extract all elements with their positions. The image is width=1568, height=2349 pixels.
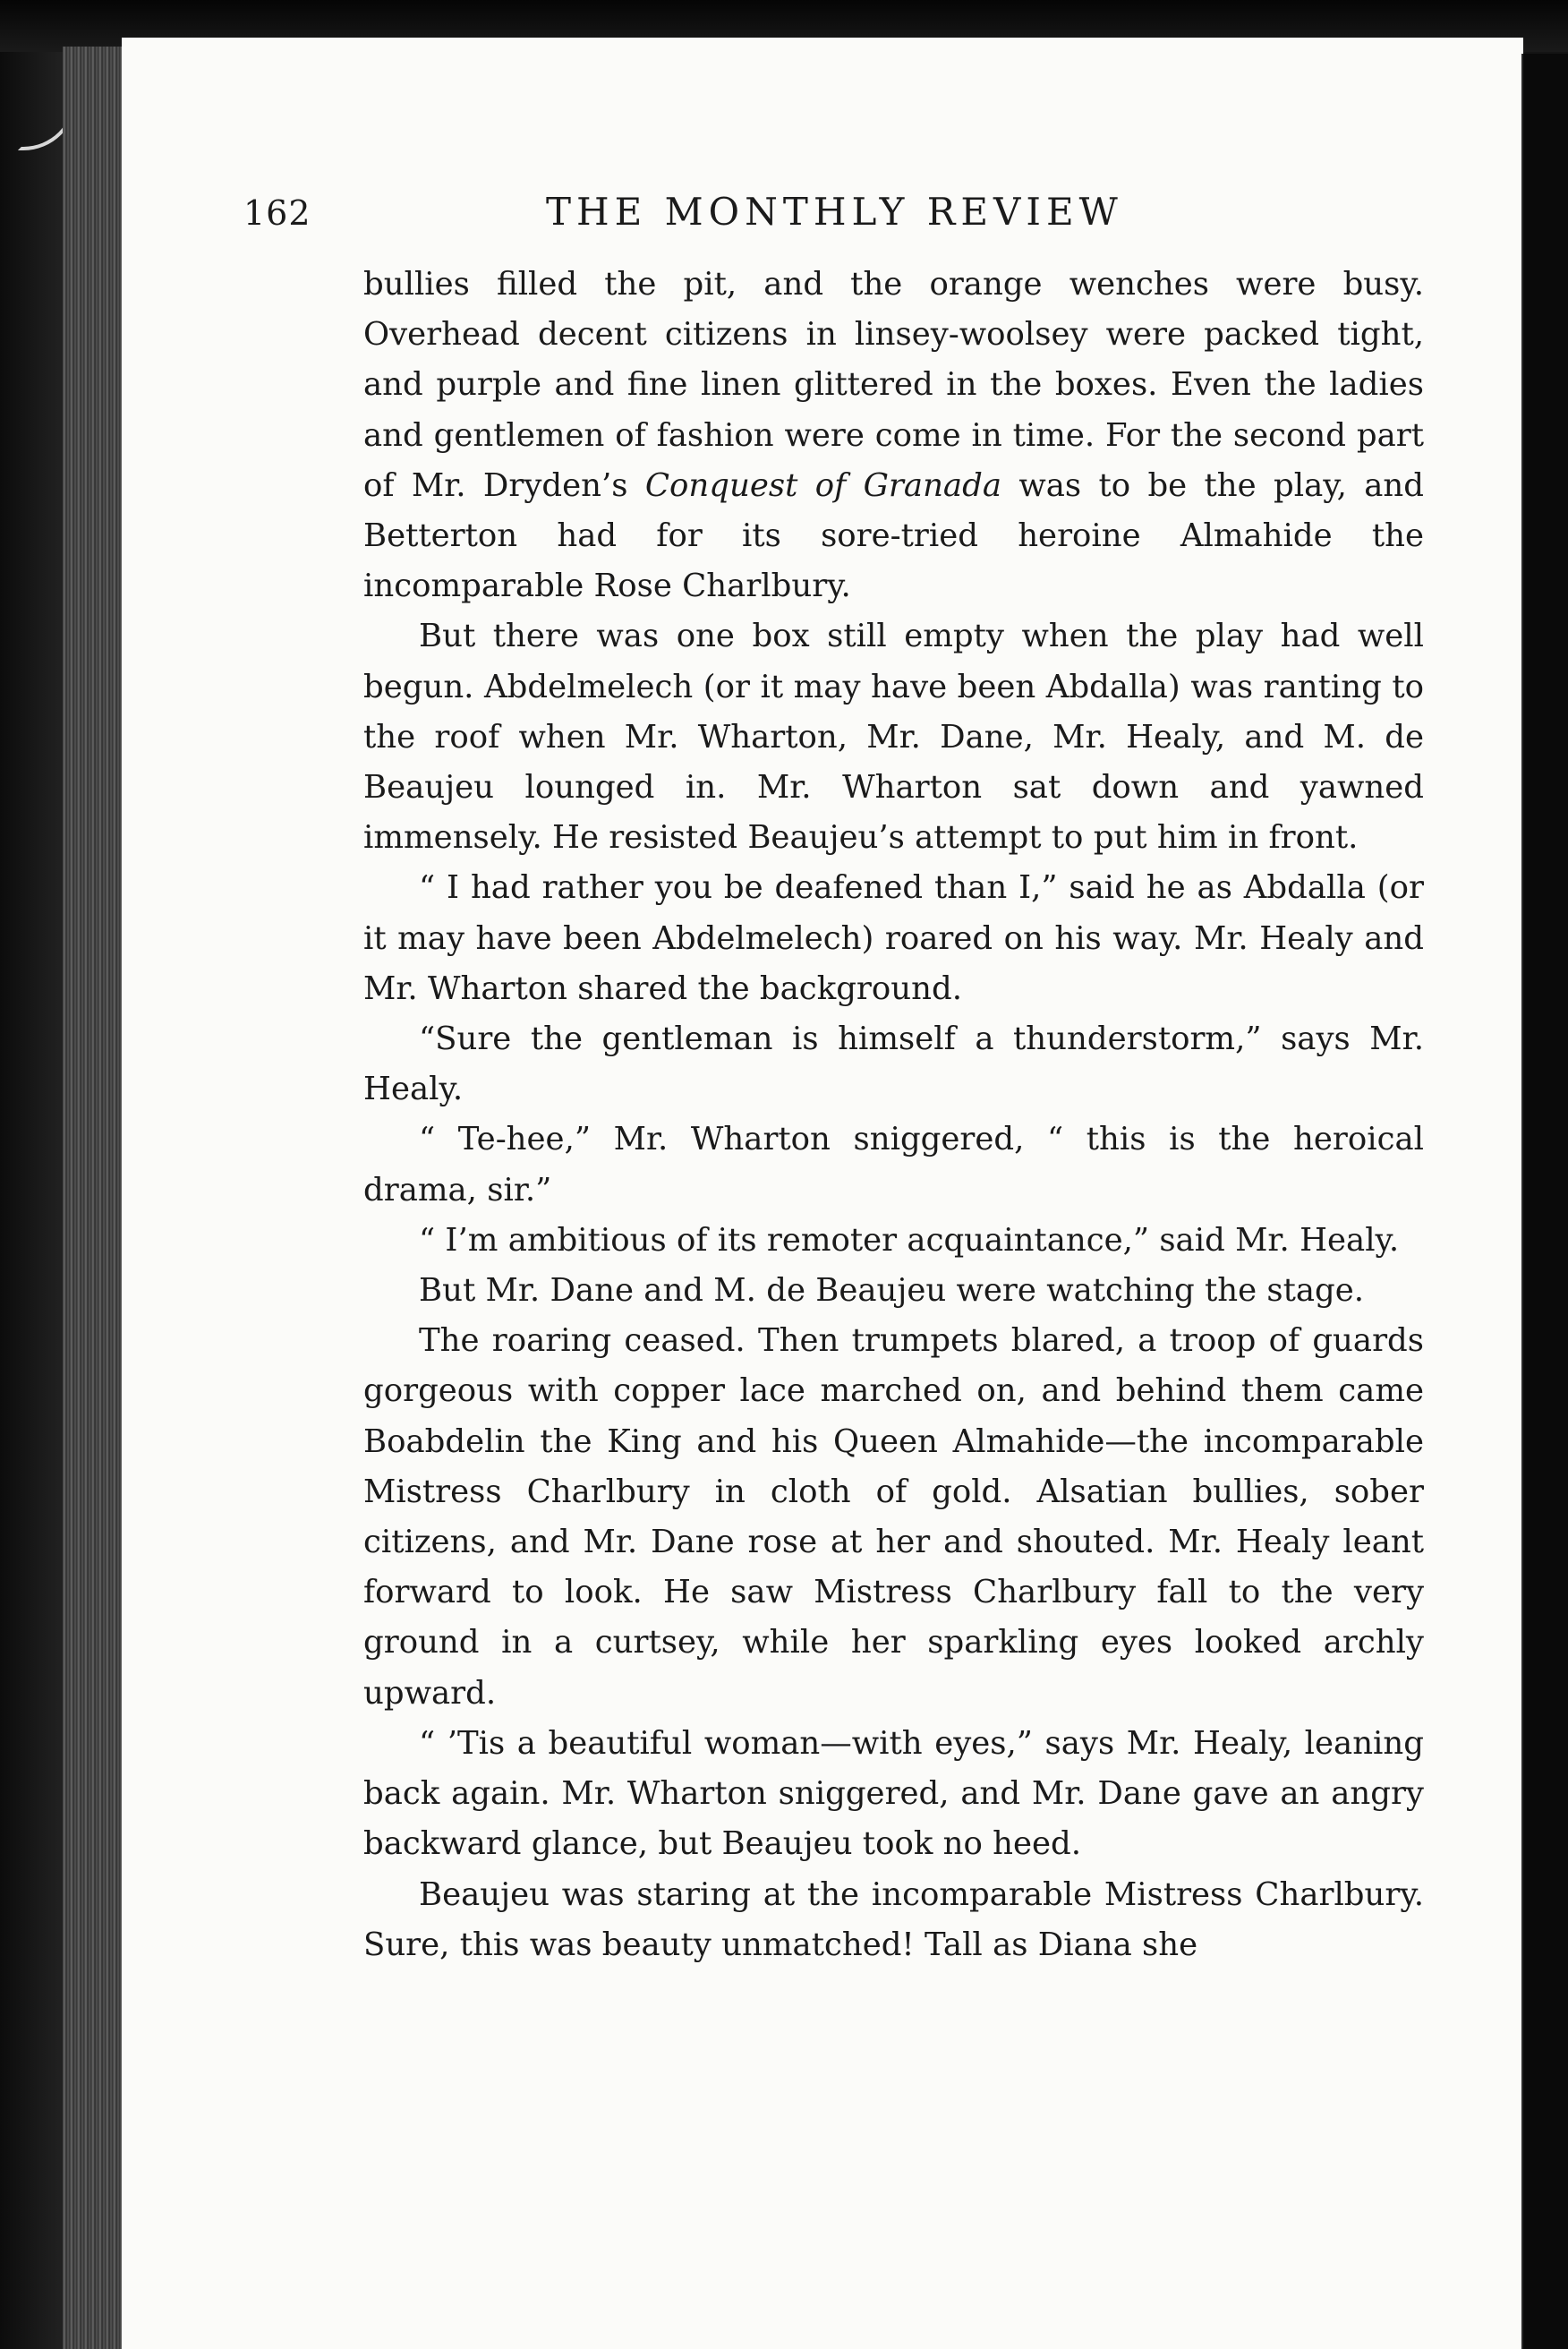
running-head: THE MONTHLY REVIEW [546,190,1123,234]
paragraph: “ I had rather you be deafened than I,” said he as Abdalla (or it may have been Abdelmelech) roared on his way. Mr. Healy and Mr. Wharton shared the background. [363,869,1424,1007]
paragraph: “Sure the gentleman is himself a thunderstorm,” says Mr. Healy. [363,1021,1424,1108]
paragraph: “ Te-hee,” Mr. Wharton sniggered, “ this is the heroical drama, sir.” [363,1121,1424,1209]
paragraph: “ I’m ambitious of its remoter acquaintance,” said Mr. Healy. [419,1221,1400,1259]
paragraph: bullies filled the pit, and the orange wenches were busy. Overhead decent citizens in linsey-woolsey were packed tight, and purple and fine linen glittered in the boxes. Even the ladies and gentlemen of fashion were come in time. For the second part of Mr. Dryden’s Conquest of Granada was to be the play, and Betterton had for its sore-tried heroine Almahide the incomparable Rose Charlbury. [363,266,1425,605]
page-number: 162 [243,193,311,233]
paragraph: The roaring ceased. Then trumpets blared, a troop of guards gorgeous with copper lace marched on, and behind them came Boabdelin the King and his Queen Almahide—the incomparable Mistress Charlbury in cloth of gold. Alsatian bullies, sober citizens, and Mr. Dane rose at her and shouted. Mr. Healy leant forward to look. He saw Mistress Charlbury fall to the very ground in a curtsey, while her sparkling eyes looked archly upward. [363,1322,1424,1712]
right-background [1523,54,1568,2349]
page-stack-edge [63,47,127,2349]
italic-title: Conquest of Granada [644,466,1001,504]
paragraph: But Mr. Dane and M. de Beaujeu were watching the stage. [419,1272,1365,1310]
paragraph: Beaujeu was staring at the incomparable Mistress Charlbury. Sure, this was beauty unmatched! Tall as Diana she [363,1875,1424,1963]
body-text [363,260,1424,1970]
paragraph: But there was one box still empty when the play had well begun. Abdelmelech (or it may have been Abdalla) was ranting to the roof when Mr. Wharton, Mr. Dane, Mr. Healy, and M. de Beaujeu lounged in. Mr. Wharton sat down and yawned immensely. He resisted Beaujeu’s attempt to put him in front. [363,618,1424,857]
paragraph: “ ’Tis a beautiful woman—with eyes,” says Mr. Healy, leaning back again. Mr. Wharton sniggered, and Mr. Dane gave an angry backward glance, but Beaujeu took no heed. [363,1724,1424,1863]
page-header [243,186,1425,240]
book-cover-edge [0,52,64,2349]
